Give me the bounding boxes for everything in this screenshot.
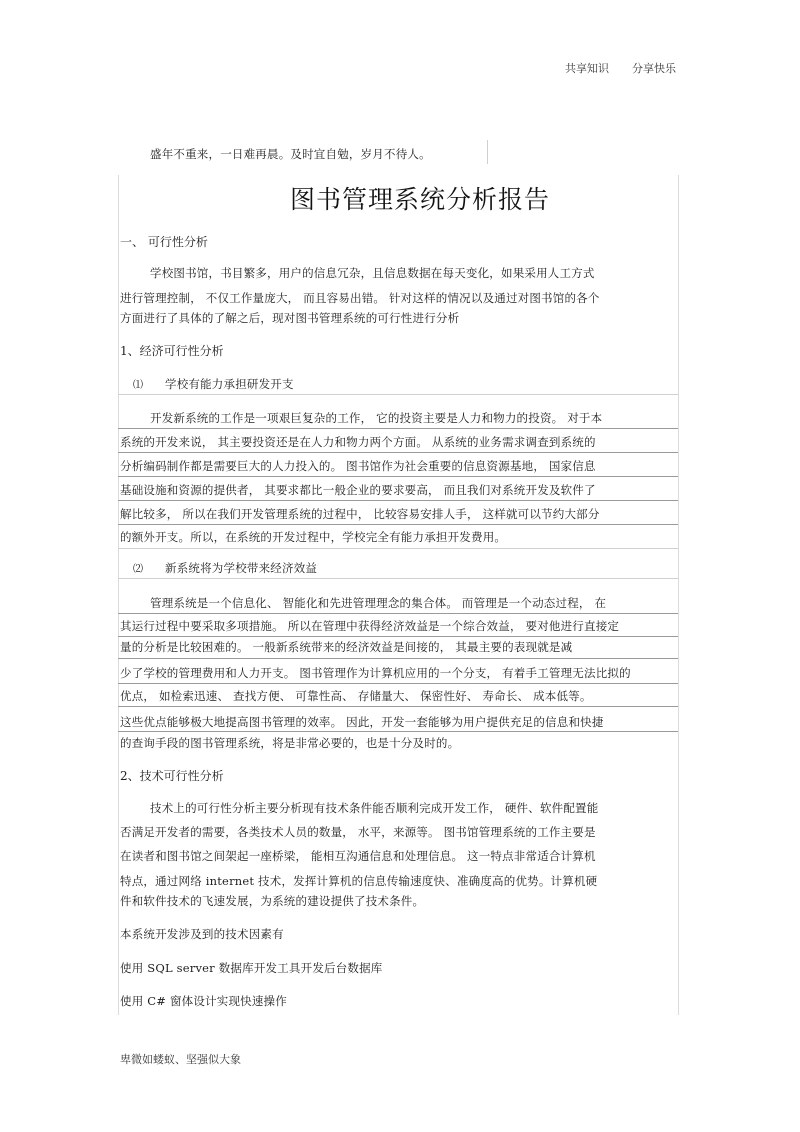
econ-p2-line-5: 优点， 如检索迅速、 查找方便、 可靠性高、 存储量大、 保密性好、 寿命长、 成本低等。 [120,689,592,703]
rule [118,500,678,501]
section-heading-technical: 2、技术可行性分析 [120,769,224,783]
rule [118,731,678,732]
header-left-text: 共享知识 [565,62,609,75]
intro-line-1: 学校图书馆，书目繁多，用户的信息冗杂，且信息数据在每天变化，如果采用人工方式 [150,266,595,280]
econ-p1-line-3: 分析编码制作都是需要巨大的人力投入的。 图书馆作为社会重要的信息资源基地， 国家信息 [120,459,596,473]
page-title: 图书管理系统分析报告 [290,185,551,214]
econ-p1-line-5: 解比较多， 所以在我们开发管理系统的过程中， 比较容易安排人手， 这样就可以节约大部分 [120,507,600,521]
footer-text: 卑微如蝼蚁、坚强似大象 [120,1053,241,1066]
tech-line-3: 在读者和图书馆之间架起一座桥梁， 能相互沟通信息和处理信息。 这一特点非常适合计算机 [120,849,596,863]
econ-p2-line-7: 的查询手段的图书管理系统，将是非常必要的，也是十分及时的。 [120,736,460,750]
econ-p2-line-6: 这些优点能够极大地提高图书管理的效率。 因此，开发一套能够为用户提供充足的信息和快捷 [120,715,604,729]
tech-line-1: 技术上的可行性分析主要分析现有技术条件能否顺利完成开发工作， 硬件、软件配置能 [150,801,599,815]
rule [118,476,678,477]
rule [118,524,678,525]
rule [118,548,678,549]
intro-line-2: 进行管理控制， 不仅工作量庞大， 而且容易出错。 针对这样的情况以及通过对图书馆的各个 [120,291,600,305]
motto: 盛年不重来，一日难再晨。及时宜自勉，岁月不待人。 [150,147,431,161]
rule [118,578,678,579]
rule [118,394,678,395]
right-frame-line [678,175,679,1015]
rule [118,706,678,707]
econ-p1-line-6: 的额外开支。所以，在系统的开发过程中，学校完全有能力承担开发费用。 [120,530,507,544]
rule [118,613,678,614]
motto-divider [487,140,488,164]
tech-factor-csharp: 使用 C# 窗体设计实现快速操作 [120,994,287,1008]
econ-p2-line-2: 其运行过程中要采取多项措施。 所以在管理中获得经济效益是一个综合效益， 要对他进行直接定 [120,619,620,633]
rule [118,658,678,659]
left-frame-line [118,175,119,1015]
section-heading-economic: 1、经济可行性分析 [120,344,224,358]
sub-number-1: ⑴ [133,380,144,391]
econ-p2-line-1: 管理系统是一个信息化、 智能化和先进管理理念的集合体。 而管理是一个动态过程， 在 [150,596,607,610]
econ-p1-line-4: 基础设施和资源的提供者， 其要求都比一般企业的要求要高， 而且我们对系统开发及软件了 [120,483,596,497]
tech-factor-sql: 使用 SQL server 数据库开发工具开发后台数据库 [120,961,383,975]
econ-p1-line-1: 开发新系统的工作是一项艰巨复杂的工作， 它的投资主要是人力和物力的投资。 对于本 [150,411,603,425]
section-heading-feasibility: 一、 可行性分析 [120,235,208,249]
sub-heading-2: 新系统将为学校带来经济效益 [165,561,318,575]
tech-line-2: 否满足开发者的需要，各类技术人员的数量， 水平，来源等。 图书馆管理系统的工作主要是 [120,825,596,839]
tech-line-5: 件和软件技术的飞速发展，为系统的建设提供了技术条件。 [120,894,425,908]
sub-heading-1: 学校有能力承担研发开支 [165,377,294,391]
intro-line-3: 方面进行了具体的了解之后，现对图书管理系统的可行性进行分析 [120,311,460,325]
header-right-text: 分享快乐 [632,62,676,75]
rule [118,428,678,429]
econ-p1-line-2: 系统的开发来说， 其主要投资还是在人力和物力两个方面。 从系统的业务需求调查到系统的 [120,435,596,449]
econ-p2-line-3: 量的分析是比较困难的。 一般新系统带来的经济效益是间接的， 其最主要的表现就是减 [120,640,573,654]
tech-line-4: 特点，通过网络 internet 技术，发挥计算机的信息传输速度快、准确度高的优势。计算机硬 [120,874,598,888]
econ-p2-line-4: 少了学校的管理费用和人力开支。 图书管理作为计算机应用的一个分支， 有着手工管理无法比拟的 [120,666,631,680]
tech-factors-intro: 本系统开发涉及到的技术因素有 [120,927,284,941]
rule [118,636,678,637]
rule [118,683,678,684]
rule [118,452,678,453]
sub-number-2: ⑵ [133,564,144,575]
